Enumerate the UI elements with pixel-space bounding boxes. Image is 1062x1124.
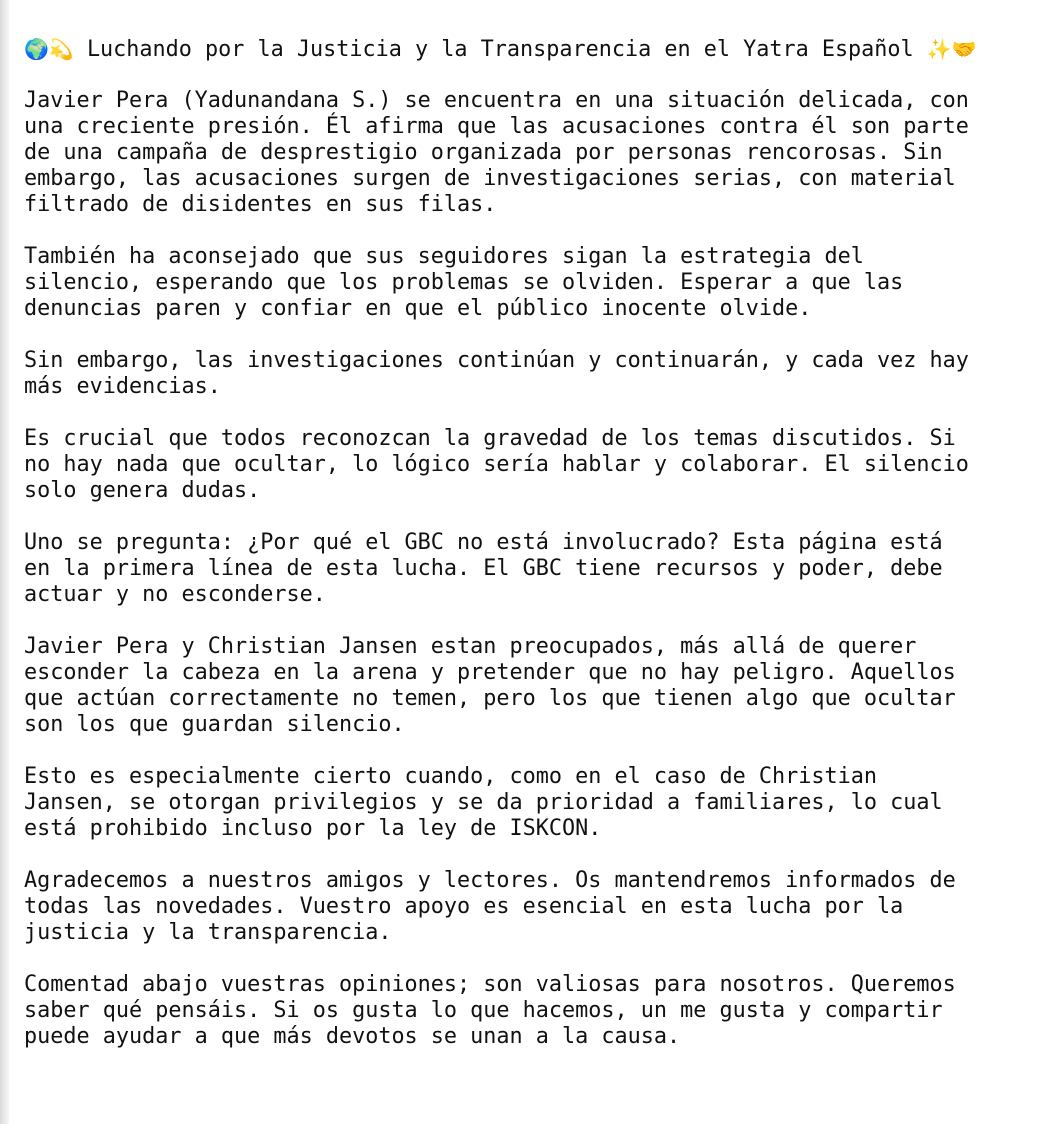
- text-line: embargo, las acusaciones surgen de investigaciones serias, con material: [24, 166, 956, 191]
- sparkles-handshake-emoji-icon: ✨🤝: [926, 37, 977, 61]
- text-line: denuncias paren y confiar en que el público inocente olvide.: [24, 296, 812, 321]
- paragraph-2: [24, 244, 1044, 322]
- text-line: silencio, esperando que los problemas se olviden. Esperar a que las: [24, 270, 904, 295]
- text-line: esconder la cabeza en la arena y pretender que no hay peligro. Aquellos: [24, 660, 956, 685]
- text-line: Jansen, se otorgan privilegios y se da prioridad a familiares, lo cual: [24, 790, 943, 815]
- text-line: justicia y la transparencia.: [24, 920, 392, 945]
- text-line: está prohibido incluso por la ley de ISKCON.: [24, 816, 602, 841]
- post-title: [24, 36, 1044, 62]
- paragraph-7: [24, 764, 1044, 842]
- text-line: Uno se pregunta: ¿Por qué el GBC no está involucrado? Esta página está: [24, 530, 943, 555]
- paragraph-5: [24, 530, 1044, 608]
- post-body: [24, 36, 1044, 1076]
- paragraph-4: [24, 426, 1044, 504]
- text-line: en la primera línea de esta lucha. El GBC tiene recursos y poder, debe: [24, 556, 943, 581]
- text-line: más evidencias.: [24, 374, 221, 399]
- text-line: saber qué pensáis. Si os gusta lo que hacemos, un me gusta y compartir: [24, 998, 943, 1023]
- text-line: filtrado de disidentes en sus filas.: [24, 192, 497, 217]
- text-line: Es crucial que todos reconozcan la gravedad de los temas discutidos. Si: [24, 426, 956, 451]
- text-line: Agradecemos a nuestros amigos y lectores. Os mantendremos informados de: [24, 868, 956, 893]
- text-line: una creciente presión. Él afirma que las acusaciones contra él son parte: [24, 114, 969, 139]
- post-title-text: Luchando por la Justicia y la Transparencia en el Yatra Español: [86, 37, 914, 62]
- globe-sparkle-emoji-icon: 🌍💫: [24, 37, 74, 61]
- text-line: puede ayudar a que más devotos se unan a la causa.: [24, 1024, 681, 1049]
- paragraph-9: [24, 972, 1044, 1050]
- text-line: Esto es especialmente cierto cuando, como en el caso de Christian: [24, 764, 877, 789]
- text-line: Comentad abajo vuestras opiniones; son valiosas para nosotros. Queremos: [24, 972, 956, 997]
- text-line: de una campaña de desprestigio organizada por personas rencorosas. Sin: [24, 140, 943, 165]
- text-line: que actúan correctamente no temen, pero los que tienen algo que ocultar: [24, 686, 956, 711]
- text-line: solo genera dudas.: [24, 478, 261, 503]
- paragraph-1: [24, 88, 1044, 218]
- paragraph-6: [24, 634, 1044, 738]
- text-line: son los que guardan silencio.: [24, 712, 405, 737]
- window-left-edge: [0, 0, 9, 1124]
- text-line: Javier Pera y Christian Jansen estan preocupados, más allá de querer: [24, 634, 917, 659]
- text-line: También ha aconsejado que sus seguidores sigan la estrategia del: [24, 244, 864, 269]
- paragraph-8: [24, 868, 1044, 946]
- text-line: Javier Pera (Yadunandana S.) se encuentra en una situación delicada, con: [24, 88, 969, 113]
- text-line: actuar y no esconderse.: [24, 582, 326, 607]
- text-line: todas las novedades. Vuestro apoyo es esencial en esta lucha por la: [24, 894, 904, 919]
- text-line: Sin embargo, las investigaciones continúan y continuarán, y cada vez hay: [24, 348, 969, 373]
- paragraph-3: [24, 348, 1044, 400]
- text-line: no hay nada que ocultar, lo lógico sería hablar y colaborar. El silencio: [24, 452, 969, 477]
